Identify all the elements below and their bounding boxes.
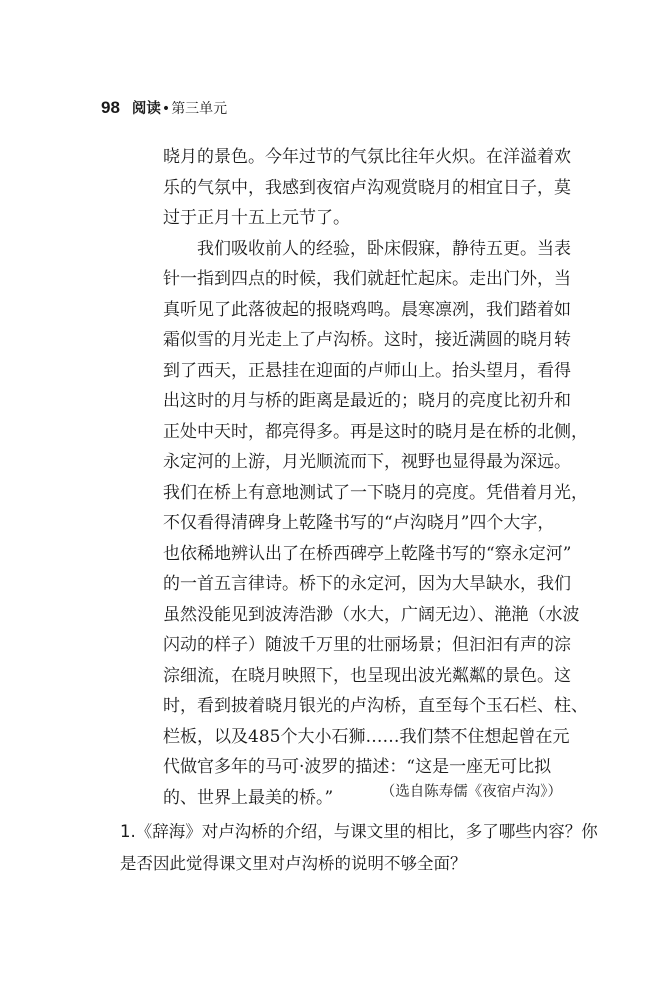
- text-line: 栏板，以及485个大小石狮……我们禁不住想起曾在元: [163, 726, 570, 747]
- text-line: 闪动的样子）随波千万里的壮丽场景；但汩汩有声的淙: [163, 635, 571, 655]
- text-line: 淙细流，在晓月映照下，也呈现出波光粼粼的景色。这: [163, 665, 571, 686]
- page-header: [101, 97, 227, 121]
- header-separator: •: [161, 101, 171, 117]
- question-line: 1.《辞海》对卢沟桥的介绍，与课文里的相比，多了哪些内容？你: [120, 822, 598, 841]
- text-line: 霜似雪的月光走上了卢沟桥。这时，接近满圆的晓月转: [163, 330, 571, 350]
- text-line: 虽然没能见到波涛浩渺（水大，广阔无边）、滟滟（水波: [163, 604, 580, 625]
- text-line: 永定河的上游，月光顺流而下，视野也显得最为深远。: [163, 452, 571, 472]
- text-line: 晓月的景色。今年过节的气氛比往年火炽。在洋溢着欢: [163, 147, 571, 167]
- paragraph-start-line: 我们吸收前人的经验，卧床假寐，静待五更。当表: [197, 238, 571, 259]
- text-line: 我们在桥上有意地测试了一下晓月的亮度。凭借着月光，: [163, 482, 588, 503]
- text-line: 针一指到四点的时候，我们就赶忙起床。走出门外，当: [163, 269, 571, 289]
- exercise-question: [120, 816, 598, 880]
- text-line: 的、世界上最美的桥。”: [163, 787, 334, 808]
- text-line: 不仅看得清碑身上乾隆书写的“卢沟晓月”四个大字，: [163, 513, 555, 533]
- page-number: 98: [101, 98, 120, 117]
- question-line: 是否因此觉得课文里对卢沟桥的说明不够全面？: [120, 854, 467, 873]
- text-line: 到了西天，正悬挂在迎面的卢师山上。抬头望月，看得: [163, 360, 571, 381]
- article-body: [163, 142, 588, 813]
- section-title: 阅读: [131, 101, 161, 117]
- text-line: 正处中天时，都亮得多。再是这时的晓月是在桥的北侧，: [163, 421, 588, 442]
- unit-title: 第三单元: [171, 101, 228, 117]
- text-line: 也依稀地辨认出了在桥西碑亭上乾隆书写的“察永定河”: [163, 543, 572, 564]
- text-line: 代做官多年的马可·波罗的描述：“这是一座无可比拟: [163, 757, 552, 777]
- text-line: 乐的气氛中，我感到夜宿卢沟观赏晓月的相宜日子，莫: [163, 177, 571, 198]
- source-citation: （选自陈寿儒《夜宿卢沟》）: [380, 784, 562, 800]
- text-line: 的一首五言律诗。桥下的永定河，因为大旱缺水，我们: [163, 574, 571, 594]
- text-line: 时，看到披着晓月银光的卢沟桥，直至每个玉石栏、柱、: [163, 696, 588, 716]
- text-line: 过于正月十五上元节了。: [163, 208, 350, 228]
- text-line: 真听见了此落彼起的报晓鸡鸣。晨寒凛冽，我们踏着如: [163, 299, 571, 320]
- text-line: 出这时的月与桥的距离是最近的；晓月的亮度比初升和: [163, 391, 571, 411]
